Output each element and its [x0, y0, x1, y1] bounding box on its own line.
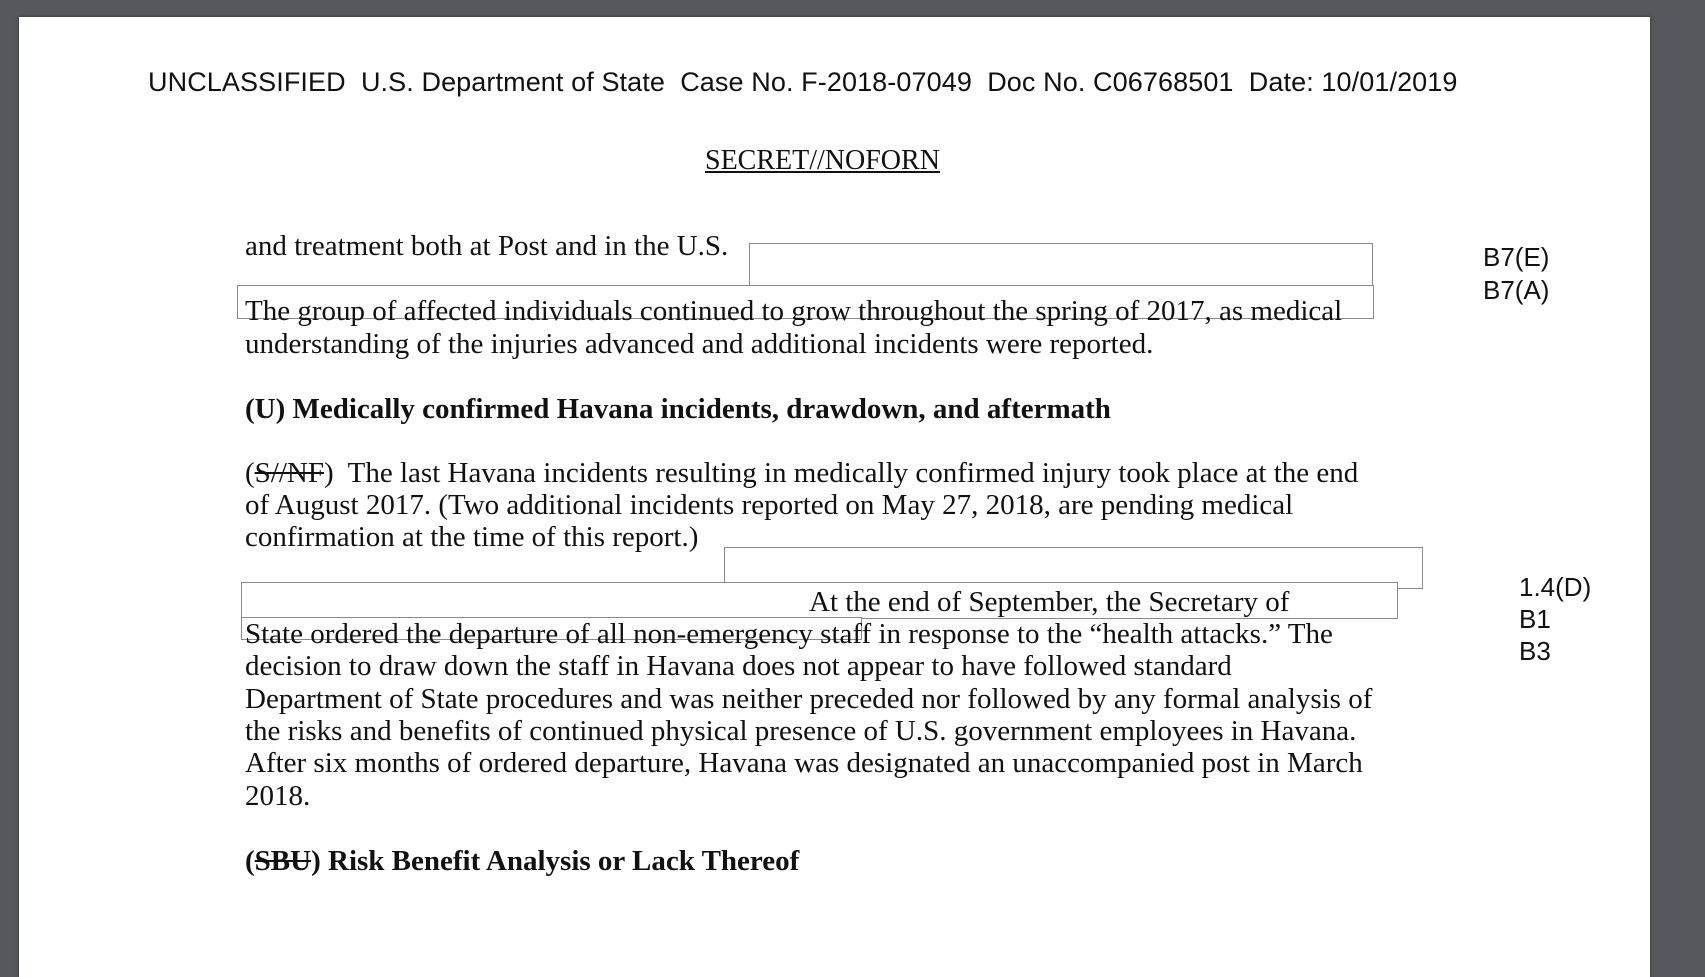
- text-line: 2018.: [245, 780, 311, 812]
- exemption-code: 1.4(D): [1519, 572, 1592, 602]
- classification-banner: SECRET//NOFORN: [705, 145, 940, 176]
- section-heading-text: Risk Benefit Analysis or Lack Thereof: [328, 845, 800, 877]
- portion-marking: SBU: [254, 845, 312, 877]
- text-line: After six months of ordered departure, Havana was designated an unaccompanied post in March: [245, 747, 1363, 779]
- redaction-box: [749, 243, 1373, 286]
- exemption-code: B1: [1519, 604, 1551, 634]
- document-page: [19, 17, 1650, 977]
- text-line: The group of affected individuals continued to grow throughout the spring of 2017, as medical: [245, 295, 1343, 327]
- text-line: At the end of September, the Secretary of: [809, 586, 1290, 618]
- header-case-number: Case No. F-2018-07049: [680, 67, 972, 97]
- exemption-code: B7(A): [1483, 275, 1550, 305]
- header-doc-number: Doc No. C06768501: [987, 67, 1234, 97]
- exemption-code: B3: [1519, 636, 1551, 666]
- portion-marking: S//NF: [254, 457, 324, 489]
- text-line: decision to draw down the staff in Havana does not appear to have followed standard: [245, 650, 1232, 682]
- text-line: and treatment both at Post and in the U.S.: [245, 230, 729, 262]
- exemption-code: B7(E): [1483, 242, 1550, 272]
- text-line: (S//NF) The last Havana incidents resulting in medically confirmed injury took place at the end: [245, 457, 1359, 489]
- text-line: State ordered the departure of all non-emergency staff in response to the “health attacks.” The: [245, 618, 1333, 650]
- text-line: understanding of the injuries advanced and additional incidents were reported.: [245, 328, 1154, 360]
- text-line: of August 2017. (Two additional incidents reported on May 27, 2018, are pending medical: [245, 489, 1294, 521]
- document-header: [148, 67, 1458, 98]
- header-agency: U.S. Department of State: [360, 67, 665, 97]
- header-date: Date: 10/01/2019: [1248, 67, 1458, 97]
- text-line: confirmation at the time of this report.): [245, 521, 699, 553]
- section-heading: (SBU) Risk Benefit Analysis or Lack Thereof: [245, 845, 800, 877]
- header-classification: UNCLASSIFIED: [148, 67, 346, 97]
- text-line: Department of State procedures and was neither preceded nor followed by any formal analysis of: [245, 683, 1373, 715]
- section-heading: (U) Medically confirmed Havana incidents, drawdown, and aftermath: [245, 393, 1111, 425]
- text-line: the risks and benefits of continued physical presence of U.S. government employees in Havana.: [245, 715, 1357, 747]
- text-line-content: The last Havana incidents resulting in medically confirmed injury took place at the end: [347, 457, 1359, 489]
